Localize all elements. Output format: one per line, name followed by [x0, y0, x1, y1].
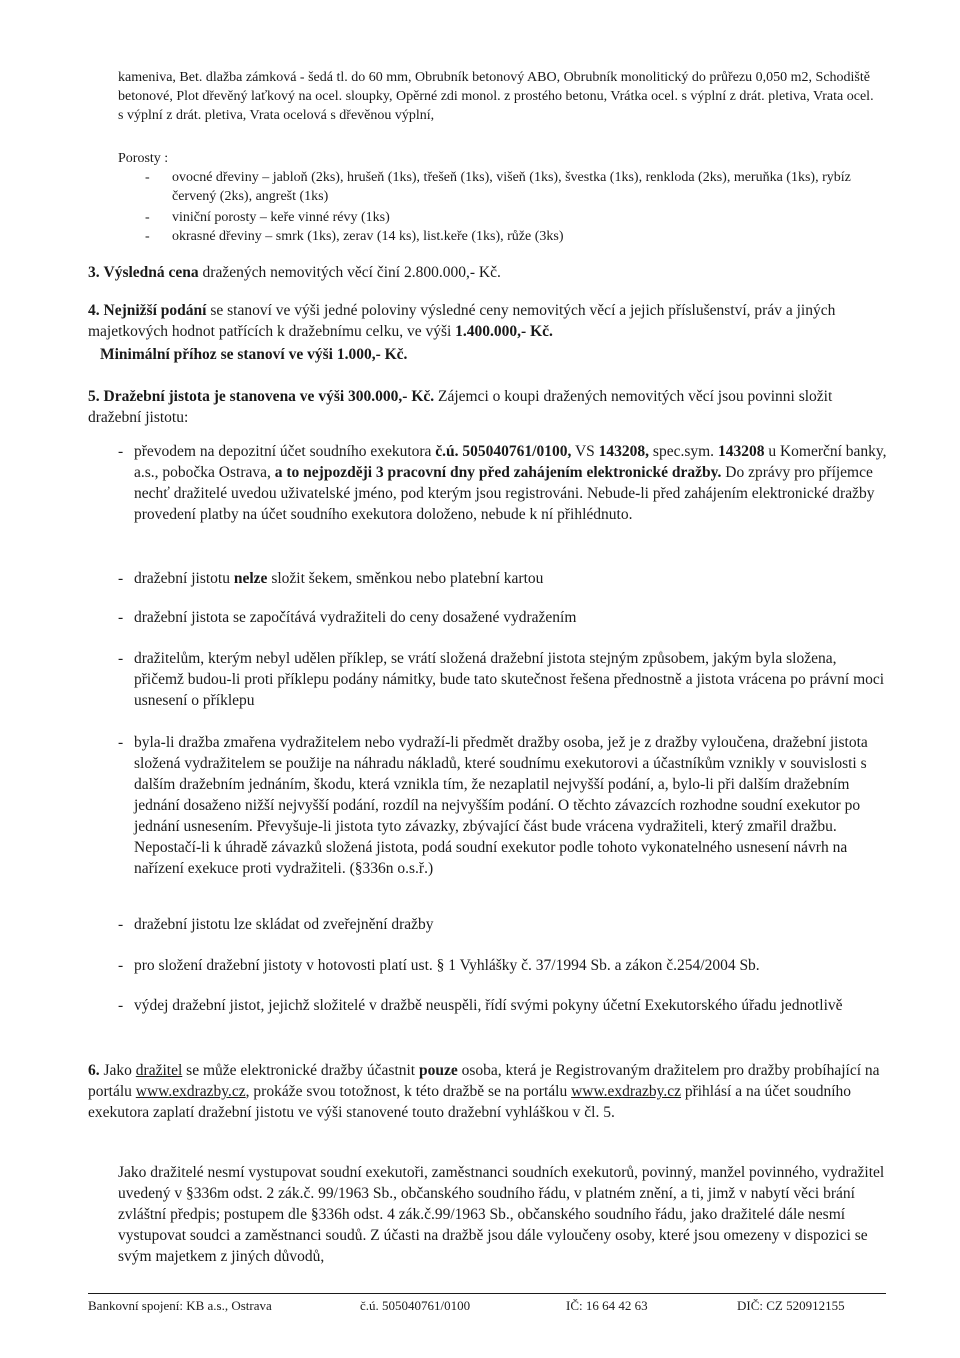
intro-paragraph: kameniva, Bet. dlažba zámková - šedá tl. do 60 mm, Obrubník betonový ABO, Obrubník monolitický do průřezu 0,050 m2, Schodiště betonové, Plot dřevěný laťkový na ocel. sloupky, Opěrné zdi monol. z prostého betonu, Vrátka ocel. s výplní z drát. pletiva, Vrata ocel. s výplní z drát. pletiva, Vrata ocelová s dřevěnou výplní, — [118, 70, 874, 123]
section-3: 3. Výsledná cena dražených nemovitých věcí činí 2.800.000,- Kč. — [88, 264, 501, 281]
footer-dic: DIČ: CZ 520912155 — [737, 1298, 845, 1313]
jistota-item-no-cheque: - dražební jistotu nelze složit šekem, směnkou nebo platební kartou — [118, 570, 544, 587]
porosty-item: - viniční porosty – keře vinné révy (1ks) — [145, 210, 390, 225]
drazitel-term: dražitel — [135, 1062, 183, 1079]
section-4: 4. Nejnižší podání se stanoví ve výši jedné poloviny výsledné ceny nemovitých věcí a jejich příslušenství, práv a jiných majetkových hodnot patřících k dražebnímu celku, ve výši 1.400.000,- Kč. — [88, 302, 836, 340]
jistota-item-return: - dražitelům, kterým nebyl udělen příklep, se vrátí složená dražební jistota stejným způsobem, jakým byla složena, přičemž budou-li proti příklepu podány námitky, bude tato skutečnost řešena přednostně a jistota vrácena po právní moci usnesení o příklepu — [118, 650, 885, 709]
jistota-item-cash: - pro složení dražební jistoty v hotovosti platí ust. § 1 Vyhlášky č. 37/1994 Sb. a zákon č.254/2004 Sb. — [118, 957, 760, 974]
jistota-item-refund: - výdej dražební jistot, jejichž složitelé v dražbě neuspěli, řídí svými pokyny účetní Exekutorského úřadu jednotlivě — [118, 997, 843, 1014]
jistota-item-transfer: - převodem na depozitní účet soudního exekutora č.ú. 505040761/0100, VS 143208, spec.sym. 143208 u Komerční banky, a.s., pobočka Ostrava, a to nejpozději 3 pracovní dny před zahájením elektronické dražby. Do zprávy pro příjemce nechť dražitelé uvedou uživatelské jméno, pod kterým jsou registrováni. Nebude-li před zahájením elektronické dražby provedení platby na účet soudního exekutora doloženo, nebude k ní přihlédnuto. — [118, 443, 887, 523]
porosty-item: - ovocné dřeviny – jabloň (2ks), hrušeň (1ks), třešeň (1ks), višeň (1ks), švestka (1ks), renkloda (2ks), meruňka (1ks), rybíz červený (2ks), angrešt (1ks) — [145, 170, 851, 204]
jistota-item-from-publication: - dražební jistotu lze skládat od zveřejnění dražby — [118, 916, 434, 933]
porosty-item: - okrasné dřeviny – smrk (1ks), zerav (14 ks), list.keře (1ks), růže (3ks) — [145, 229, 564, 244]
exdrazby-link[interactable]: www.exdrazby.cz — [571, 1083, 681, 1100]
footer-bank: Bankovní spojení: KB a.s., Ostrava — [88, 1298, 272, 1313]
minimalni-prihoz: Minimální příhoz se stanoví ve výši 1.000,- Kč. — [100, 346, 408, 363]
footer-account: č.ú. 505040761/0100 — [360, 1298, 471, 1313]
porosty-label: Porosty : — [118, 151, 169, 166]
jistota-item-counted: - dražební jistota se započítává vydražiteli do ceny dosažené vydražením — [118, 609, 577, 626]
jistota-item-forfeit: - byla-li dražba zmařena vydražitelem nebo vydraží-li předmět dražby osoba, jež je z dražby vyloučena, dražební jistota složená vydražitelem se použije na náhradu nákladů, které soudnímu exekutorovi a účastníkům vznikly v souvislosti s dalším dražebním jednáním, škodu, která vznikla tím, že nezaplatil nejvyšší podání, a, bylo-li při dalším dražebním jednání dosaženo nižší nejvyšší podání, rozdíl na nejvyšším podání. O těchto závazcích rozhodne soudní exekutor po jednání usnesením. Převyšuje-li jistota tyto závazky, zbývající část bude vrácena vydražiteli, který zmařil dražbu. Nepostačí-li k úhradě závazků složená jistota, podá soudní exekutor podle tohoto vykonatelného usnesení návrh na nařízení exekuce proti vydražiteli. (§336n o.s.ř.) — [118, 734, 868, 877]
footer-ic: IČ: 16 64 42 63 — [566, 1298, 648, 1313]
section-5: 5. Dražební jistota je stanovena ve výši 300.000,- Kč. Zájemci o koupi dražených nemovitých věcí jsou povinni složit dražební jistotu: — [88, 388, 833, 426]
section-6-exclusions: Jako dražitelé nesmí vystupovat soudní exekutoři, zaměstnanci soudních exekutorů, povinný, manžel povinného, vydražitel uvedený v §336m odst. 2 zák.č. 99/1963 Sb., občanského soudního řádu, v platném znění, a ti, jimž v nabytí věci brání zvláštní předpis; postupem dle §336h odst. 4 zák.č.99/1963 Sb., občanského soudního řádu, jako dražitelé dále nesmí vystupovat soudci a zaměstnanci soudů. Z účasti na dražbě jsou dále vyloučeny osoby, které jsou omezeny v dispozici se svým majetkem z jiných důvodů, — [118, 1164, 885, 1265]
exdrazby-link[interactable]: www.exdrazby.cz — [135, 1083, 246, 1100]
footer-divider — [88, 1293, 886, 1294]
section-6: 6. Jako dražitel se může elektronické dražby účastnit pouze osoba, která je Registrovaným dražitelem pro dražby probíhající na portálu www.exdrazby.cz, prokáže svou totožnost, k této dražbě se na portálu www.exdrazby.cz přihlásí a na účet soudního exekutora zaplatí dražební jistotu ve výši stanovené touto dražební vyhláškou v čl. 5. — [88, 1062, 880, 1121]
